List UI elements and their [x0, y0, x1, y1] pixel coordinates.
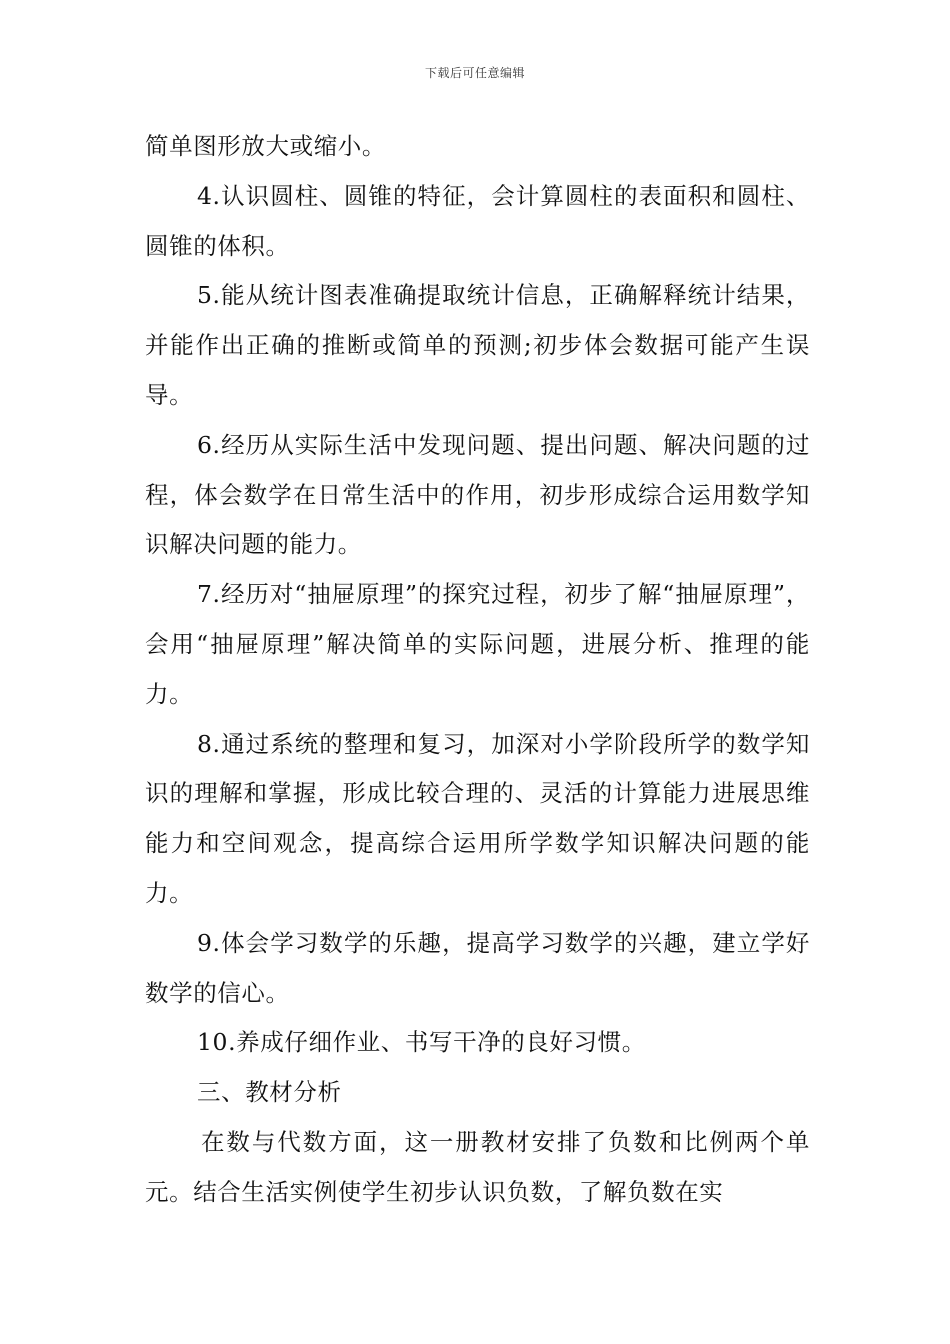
paragraph-analysis: 在数与代数方面，这一册教材安排了负数和比例两个单元。结合生活实例使学生初步认识负数，了解负数在实: [145, 1127, 810, 1206]
paragraph-item-7: 7.经历对“抽屉原理”的探究过程，初步了解“抽屉原理”，会用“抽屉原理”解决简单的实际问题，进展分析、推理的能力。: [145, 580, 810, 708]
paragraph-item-8: 8.通过系统的整理和复习，加深对小学阶段所学的数学知识的理解和掌握，形成比较合理的、灵活的计算能力进展思维能力和空间观念，提高综合运用所学数学知识解决问题的能力。: [145, 729, 810, 907]
paragraph-item-9: 9.体会学习数学的乐趣，提高学习数学的兴趣，建立学好数学的信心。: [145, 928, 810, 1007]
paragraph-item-5: 5.能从统计图表准确提取统计信息，正确解释统计结果，并能作出正确的推断或简单的预测;初步体会数据可能产生误导。: [145, 281, 810, 409]
page-header: 下载后可任意编辑: [424, 66, 525, 80]
paragraph-item-6: 6.经历从实际生活中发现问题、提出问题、解决问题的过程，体会数学在日常生活中的作用，初步形成综合运用数学知识解决问题的能力。: [145, 430, 810, 559]
document-body: [145, 122, 810, 1218]
paragraph-item-4: 4.认识圆柱、圆锥的特征，会计算圆柱的表面积和圆柱、圆锥的体积。: [145, 181, 810, 260]
paragraph-continuation: 简单图形放大或缩小。: [145, 132, 386, 160]
paragraph-item-10: 10.养成仔细作业、书写干净的良好习惯。: [197, 1028, 646, 1057]
section-heading: 三、教材分析: [197, 1078, 342, 1107]
